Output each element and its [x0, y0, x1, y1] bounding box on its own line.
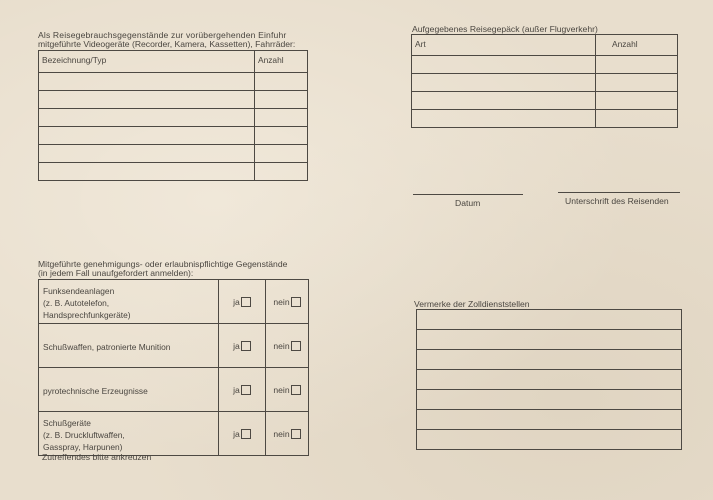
yes-label: ja	[233, 340, 240, 351]
table-row[interactable]	[417, 310, 682, 330]
no-cell	[266, 324, 309, 368]
table-row[interactable]	[417, 390, 682, 410]
table-row[interactable]	[412, 74, 678, 92]
yes-checkbox[interactable]	[241, 341, 251, 351]
notes-field[interactable]	[417, 330, 682, 350]
table-row[interactable]	[39, 91, 308, 109]
table-row[interactable]	[39, 109, 308, 127]
restricted-goods-heading-line2: (in jedem Fall unaufgefordert anmelden):	[38, 268, 194, 278]
date-line[interactable]	[413, 194, 523, 195]
yes-cell	[219, 324, 266, 368]
count-field[interactable]	[255, 127, 308, 145]
no-checkbox[interactable]	[291, 385, 301, 395]
table-row[interactable]	[417, 350, 682, 370]
notes-field[interactable]	[417, 370, 682, 390]
table-row[interactable]	[417, 430, 682, 450]
table-row[interactable]	[39, 145, 308, 163]
no-cell	[266, 368, 309, 412]
table-row[interactable]	[417, 410, 682, 430]
restricted-goods-table	[38, 279, 309, 456]
column-header-type: Bezeichnung/Typ	[39, 51, 255, 73]
column-header-count: Anzahl	[596, 35, 678, 56]
type-field[interactable]	[39, 73, 255, 91]
count-field[interactable]	[255, 163, 308, 181]
kind-field[interactable]	[412, 74, 596, 92]
count-field[interactable]	[255, 109, 308, 127]
kind-field[interactable]	[412, 92, 596, 110]
count-field[interactable]	[596, 92, 678, 110]
yes-checkbox[interactable]	[241, 385, 251, 395]
yes-cell	[219, 368, 266, 412]
type-field[interactable]	[39, 127, 255, 145]
table-row[interactable]	[417, 370, 682, 390]
yes-checkbox[interactable]	[241, 297, 251, 307]
item-label	[39, 368, 219, 412]
no-checkbox[interactable]	[291, 341, 301, 351]
item-line: Handsprechfunkgeräte)	[43, 310, 131, 320]
count-field[interactable]	[255, 91, 308, 109]
item-label	[39, 324, 219, 368]
yes-label: ja	[233, 428, 240, 439]
yes-cell	[219, 280, 266, 324]
count-field[interactable]	[596, 56, 678, 74]
type-field[interactable]	[39, 163, 255, 181]
notes-field[interactable]	[417, 390, 682, 410]
count-field[interactable]	[255, 73, 308, 91]
notes-field[interactable]	[417, 430, 682, 450]
yes-label: ja	[233, 384, 240, 395]
no-label: nein	[273, 340, 290, 351]
customs-notes-table	[416, 309, 682, 450]
footnote: Zutreffendes bitte ankreuzen	[42, 452, 152, 462]
checked-baggage-heading: Aufgegebenes Reisegepäck (außer Flugverkehr)	[412, 24, 598, 34]
no-label: nein	[273, 384, 290, 395]
item-label	[39, 280, 219, 324]
table-row	[39, 324, 309, 368]
table-row[interactable]	[417, 330, 682, 350]
item-line: Gasspray, Harpunen)	[43, 442, 123, 452]
table-row	[39, 412, 309, 456]
no-cell	[266, 280, 309, 324]
table-row[interactable]	[39, 127, 308, 145]
type-field[interactable]	[39, 91, 255, 109]
date-label: Datum	[455, 198, 481, 208]
signature-line[interactable]	[558, 192, 680, 193]
no-checkbox[interactable]	[291, 297, 301, 307]
yes-cell	[219, 412, 266, 456]
notes-field[interactable]	[417, 310, 682, 330]
restricted-goods-heading-line1: Mitgeführte genehmigungs- oder erlaubnispflichtige Gegenstände	[38, 259, 288, 269]
signature-label: Unterschrift des Reisenden	[565, 196, 669, 206]
item-line: (z. B. Druckluftwaffen,	[43, 430, 125, 440]
import-goods-heading-line1: Als Reisegebrauchsgegenstände zur vorübergehenden Einfuhr	[38, 30, 287, 40]
import-goods-table	[38, 50, 308, 181]
no-checkbox[interactable]	[291, 429, 301, 439]
customs-notes-heading: Vermerke der Zolldienststellen	[414, 299, 530, 309]
item-line: Schußgeräte	[43, 418, 91, 428]
count-field[interactable]	[596, 74, 678, 92]
table-row[interactable]	[39, 163, 308, 181]
count-field[interactable]	[255, 145, 308, 163]
kind-field[interactable]	[412, 56, 596, 74]
table-row[interactable]	[412, 92, 678, 110]
item-line: Funksendeanlagen	[43, 286, 115, 296]
table-row[interactable]	[412, 110, 678, 128]
table-row	[39, 368, 309, 412]
kind-field[interactable]	[412, 110, 596, 128]
no-label: nein	[273, 428, 290, 439]
yes-label: ja	[233, 296, 240, 307]
item-line: (z. B. Autotelefon,	[43, 298, 110, 308]
checked-baggage-table	[411, 34, 678, 128]
table-row[interactable]	[39, 73, 308, 91]
no-cell	[266, 412, 309, 456]
count-field[interactable]	[596, 110, 678, 128]
table-row[interactable]	[412, 56, 678, 74]
item-line: pyrotechnische Erzeugnisse	[43, 386, 148, 396]
import-goods-heading-line2: mitgeführte Videogeräte (Recorder, Kamera, Kassetten), Fahrräder:	[38, 39, 296, 49]
yes-checkbox[interactable]	[241, 429, 251, 439]
type-field[interactable]	[39, 109, 255, 127]
no-label: nein	[273, 296, 290, 307]
table-row	[39, 280, 309, 324]
notes-field[interactable]	[417, 350, 682, 370]
column-header-kind: Art	[412, 35, 596, 56]
item-line: Schußwaffen, patronierte Munition	[43, 342, 171, 352]
notes-field[interactable]	[417, 410, 682, 430]
column-header-count: Anzahl	[255, 51, 308, 73]
type-field[interactable]	[39, 145, 255, 163]
item-label	[39, 412, 219, 456]
